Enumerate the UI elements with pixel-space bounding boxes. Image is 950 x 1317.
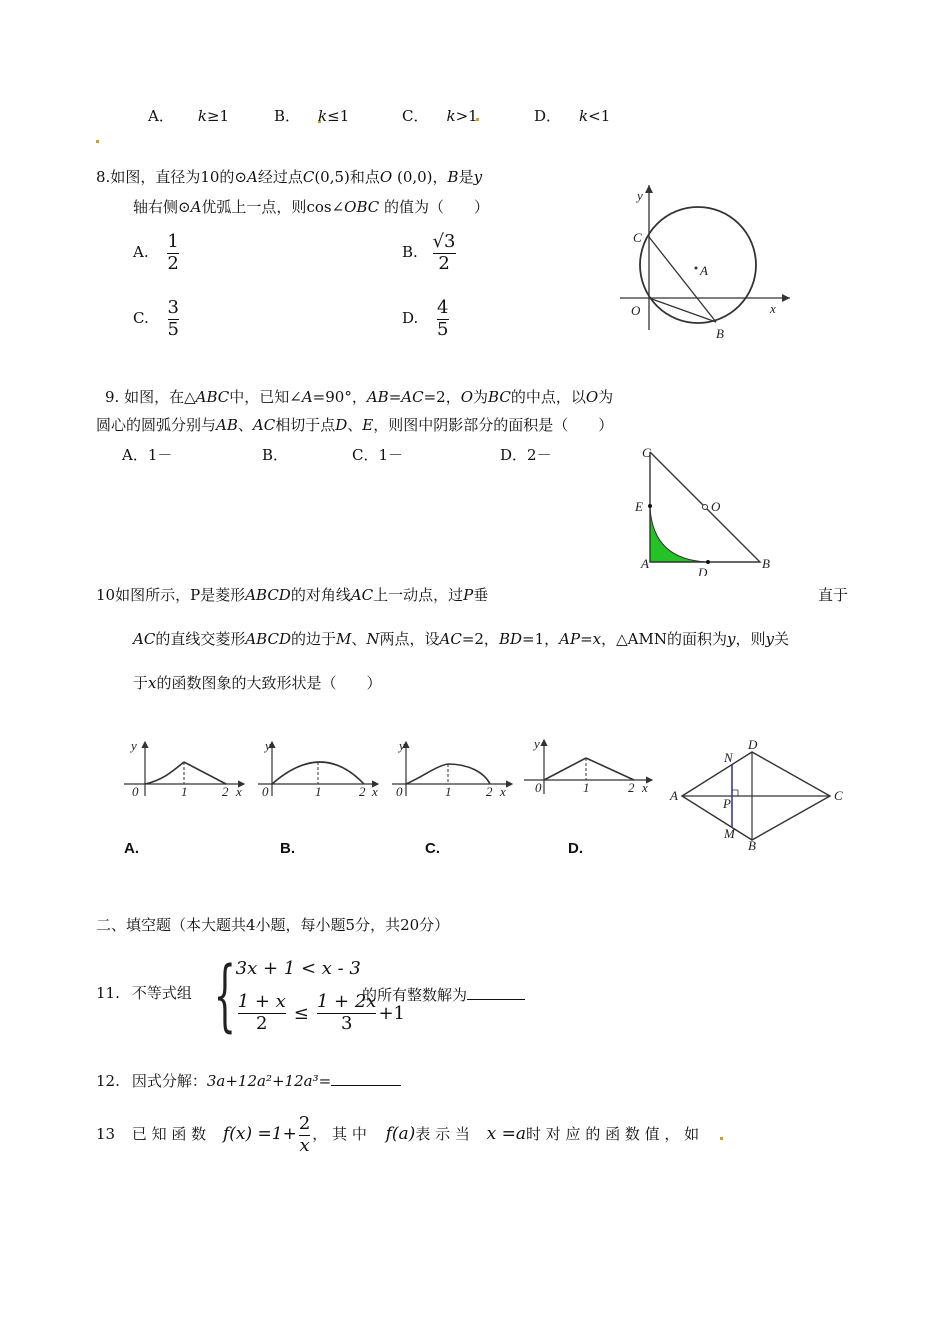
q10-line-3: 于x的函数图象的大致形状是（ ） [133,674,382,692]
q9-option-c: C．1－ [352,446,404,464]
label-o: 0 [396,784,403,799]
section-2-title: 二、填空题（本大题共4小题，每小题5分，共20分） [96,916,450,934]
center-point [695,267,698,270]
x-axis-arrow [782,294,790,302]
label-c: C [633,230,642,245]
label-o: 0 [262,784,269,799]
q7-option-c: C． k>1 [402,107,478,125]
label-y: y [265,738,271,753]
label-1: 1 [583,780,590,795]
shaded-region [650,506,708,562]
label-n: N [724,750,733,765]
q9-option-d: D．2－ [500,446,552,464]
graph-d [524,736,652,795]
label-p: P [723,796,731,811]
answer-blank[interactable] [467,999,525,1000]
label-b: B [762,556,770,571]
q11-label: 11. 不等式组 [96,984,192,1002]
q10-option-b: B. [280,840,295,857]
label-y: y [534,736,540,751]
label-y: y [399,738,405,753]
q9-line-1: 9. 如图，在△ABC中，已知∠A=90°，AB=AC=2，O为BC的中点，以O为 [105,388,614,406]
label-x: x [500,784,506,799]
label-a: A [641,556,649,571]
q10-line-1-left: 10如图所示，P是菱形ABCD的对角线AC上一动点，过P垂 [96,586,489,604]
label-o: 0 [535,780,542,795]
brace-icon: { [213,951,236,1041]
label-x: x [236,784,242,799]
label-x: x [770,301,776,316]
q9-triangle-figure [628,444,778,576]
line-d-right [586,758,634,780]
line-d-left [544,758,586,780]
point-e [648,504,652,508]
segment-cb [649,237,716,322]
label-b: B [748,838,756,852]
label-2: 2 [486,784,493,799]
label-a: A [700,263,708,278]
q8-option-c: C. $\frac{3}{5}$ [133,297,179,340]
label-d: D [748,738,758,752]
label-a: A [670,788,678,803]
q8-circle-figure [612,180,802,345]
q7-option-b: B． k≤1 [274,107,350,125]
q10-line-1-right: 直于 [818,586,849,604]
circle-a [640,207,756,323]
point-o [703,505,708,510]
q10-option-a: A. [124,840,139,857]
label-1: 1 [181,784,188,799]
q8-option-d: D. $\frac{4}{5}$ [402,297,449,340]
curve-c-left [406,764,448,784]
label-o: O [631,303,641,318]
label-2: 2 [222,784,229,799]
q10-option-d: D. [568,840,583,857]
label-e: E [635,499,643,514]
graph-c [392,738,512,799]
label-y: y [131,738,137,753]
label-c: C [834,788,843,803]
q8-option-a: A. $\frac{1}{2}$ [133,231,179,274]
line-a [184,762,226,784]
y-axis-arrow [645,185,653,193]
label-o: 0 [132,784,139,799]
right-angle-mark [732,790,738,796]
label-x: x [642,780,648,795]
label-o: O [711,499,721,514]
q10-line-2: AC的直线交菱形ABCD的边于M、N两点，设AC=2，BD=1，AP=x，△AMN的面积为y，则y关 [133,630,789,648]
label-x: x [372,784,378,799]
label-y: y [637,188,643,203]
q9-option-b: B． [262,446,289,464]
label-1: 1 [445,784,452,799]
decor-dot [96,140,99,143]
q8-line-2: 轴右侧⊙A优弧上一点，则cos∠OBC 的值为（ ） [133,198,489,216]
curve-a [145,762,184,784]
q12: 12. 因式分解：3a+12a²+12a³= [96,1070,401,1091]
label-b: B [716,326,724,341]
q8-option-b: B. $\frac{√3}{2}$ [402,231,456,274]
label-c: C [642,445,651,460]
point-d [706,560,710,564]
q9-line-2: 圆心的圆弧分别与AB、AC相切于点D、E，则图中阴影部分的面积是（ ） [96,416,614,434]
label-1: 1 [315,784,322,799]
q11-row-1: 3x + 1 < x - 3 [235,958,361,979]
answer-blank[interactable] [331,1085,401,1086]
q7-option-a: A． k≥1 [148,107,230,125]
graph-a [124,738,244,799]
label-2: 2 [628,780,635,795]
q8-line-1: 8.如图，直径为10的⊙A经过点C(0,5)和点O (0,0)，B是y [96,168,483,186]
q10-graphs [118,736,678,808]
graph-b [258,738,378,799]
q10-option-c: C. [425,840,440,857]
q11-row-2: $\frac{1 + x}{2}$ ≤ $\frac{1 + 2x}{3}$ +1 [237,990,406,1034]
q13: 13 已 知 函 数 f(x) =1+ $\frac{2}{x}$ ， 其 中 f(a)表 示 当 x =a时 对 应 的 函 数 值 ， 如 [96,1113,700,1156]
label-2: 2 [359,784,366,799]
decor-dot [720,1137,723,1140]
q10-rhombus-figure [666,738,850,852]
label-m: M [724,826,735,841]
q9-option-a: A．1－ [122,446,173,464]
q7-option-d: D． k<1 [534,107,611,125]
q11-tail: 的所有整数解为 [362,984,525,1005]
label-d: D [698,565,708,576]
curve-c-right [448,764,490,784]
